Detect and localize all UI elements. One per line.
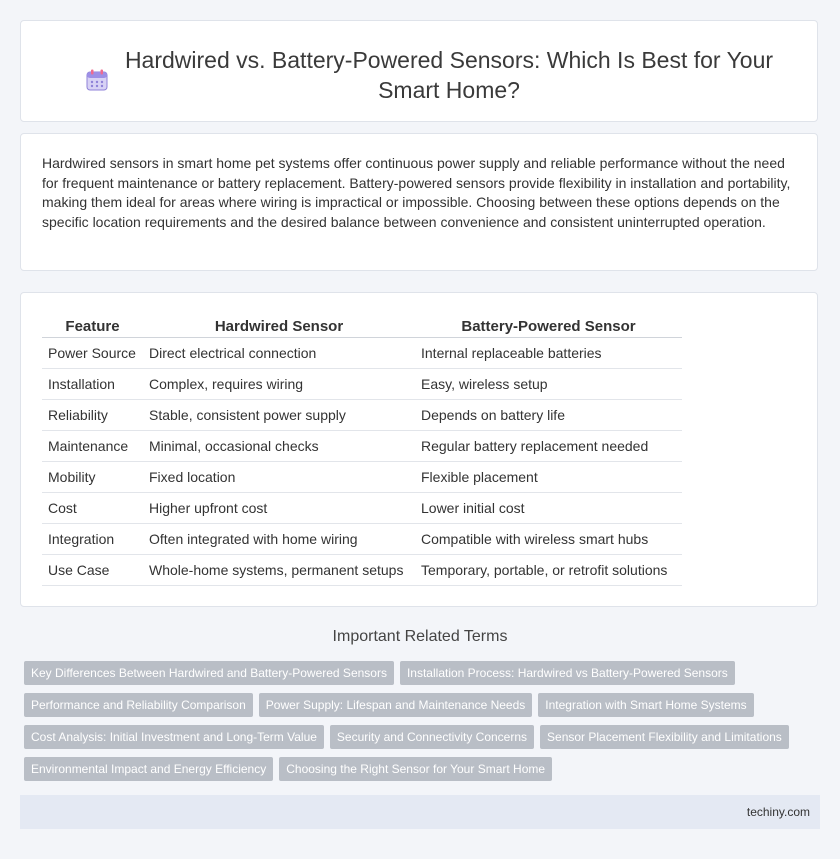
table-row [42,493,682,524]
hardwired-cell: Complex, requires wiring [143,369,415,400]
related-term-tag[interactable]: Key Differences Between Hardwired and Battery-Powered Sensors [24,661,394,685]
battery-cell: Flexible placement [415,462,682,493]
tag-row [24,757,552,781]
battery-cell: Regular battery replacement needed [415,431,682,462]
related-term-tag[interactable]: Integration with Smart Home Systems [538,693,753,717]
column-header-feature: Feature [42,315,143,338]
hardwired-cell: Whole-home systems, permanent setups [143,555,415,586]
column-header-hardwired: Hardwired Sensor [143,315,415,338]
comparison-card [20,292,818,607]
table-row [42,369,682,400]
intro-paragraph: Hardwired sensors in smart home pet systems offer continuous power supply and reliable performance without the need for frequent maintenance or battery replacement. Battery-powered sensors provide flexibility in installation and portability, making them ideal for areas where wiring is impractical or impossible. Choosing between these options depends on the specific location requirements and the desired balance between convenience and consistent uninterrupted operation. [42,155,791,230]
page-title: Hardwired vs. Battery-Powered Sensors: Which Is Best for Your Smart Home? [124,47,774,103]
feature-cell: Maintenance [42,431,143,462]
related-term-tag[interactable]: Installation Process: Hardwired vs Battery-Powered Sensors [400,661,735,685]
related-term-tag[interactable]: Sensor Placement Flexibility and Limitations [540,725,789,749]
hardwired-cell: Often integrated with home wiring [143,524,415,555]
feature-cell: Mobility [42,462,143,493]
related-term-tag[interactable]: Choosing the Right Sensor for Your Smart Home [279,757,552,781]
table-row [42,462,682,493]
intro-card [20,133,818,271]
hardwired-cell: Minimal, occasional checks [143,431,415,462]
table-row [42,400,682,431]
hardwired-cell: Direct electrical connection [143,338,415,369]
related-term-tag[interactable]: Power Supply: Lifespan and Maintenance Needs [259,693,533,717]
tag-row [24,693,754,717]
column-header-battery: Battery-Powered Sensor [415,315,682,338]
table-row [42,338,682,369]
tag-row [24,725,789,749]
related-term-tag[interactable]: Environmental Impact and Energy Efficiency [24,757,273,781]
footer [20,795,820,829]
feature-cell: Reliability [42,400,143,431]
battery-cell: Depends on battery life [415,400,682,431]
feature-cell: Cost [42,493,143,524]
feature-cell: Use Case [42,555,143,586]
battery-cell: Internal replaceable batteries [415,338,682,369]
related-term-tag[interactable]: Cost Analysis: Initial Investment and Long-Term Value [24,725,324,749]
hardwired-cell: Stable, consistent power supply [143,400,415,431]
table-header-row [42,315,682,338]
battery-cell: Easy, wireless setup [415,369,682,400]
tag-row [24,661,735,685]
feature-cell: Integration [42,524,143,555]
table-row [42,555,682,586]
table-row [42,524,682,555]
hardwired-cell: Higher upfront cost [143,493,415,524]
related-term-tag[interactable]: Performance and Reliability Comparison [24,693,253,717]
feature-cell: Power Source [42,338,143,369]
battery-cell: Lower initial cost [415,493,682,524]
title-card [20,20,818,122]
comparison-table [42,315,682,586]
table-row [42,431,682,462]
battery-cell: Compatible with wireless smart hubs [415,524,682,555]
footer-site-link[interactable]: techiny.com [746,805,810,819]
feature-cell: Installation [42,369,143,400]
related-term-tag[interactable]: Security and Connectivity Concerns [330,725,534,749]
related-terms-heading: Important Related Terms [332,628,508,645]
hardwired-cell: Fixed location [143,462,415,493]
battery-cell: Temporary, portable, or retrofit solutions [415,555,682,586]
calendar-icon [85,68,109,92]
